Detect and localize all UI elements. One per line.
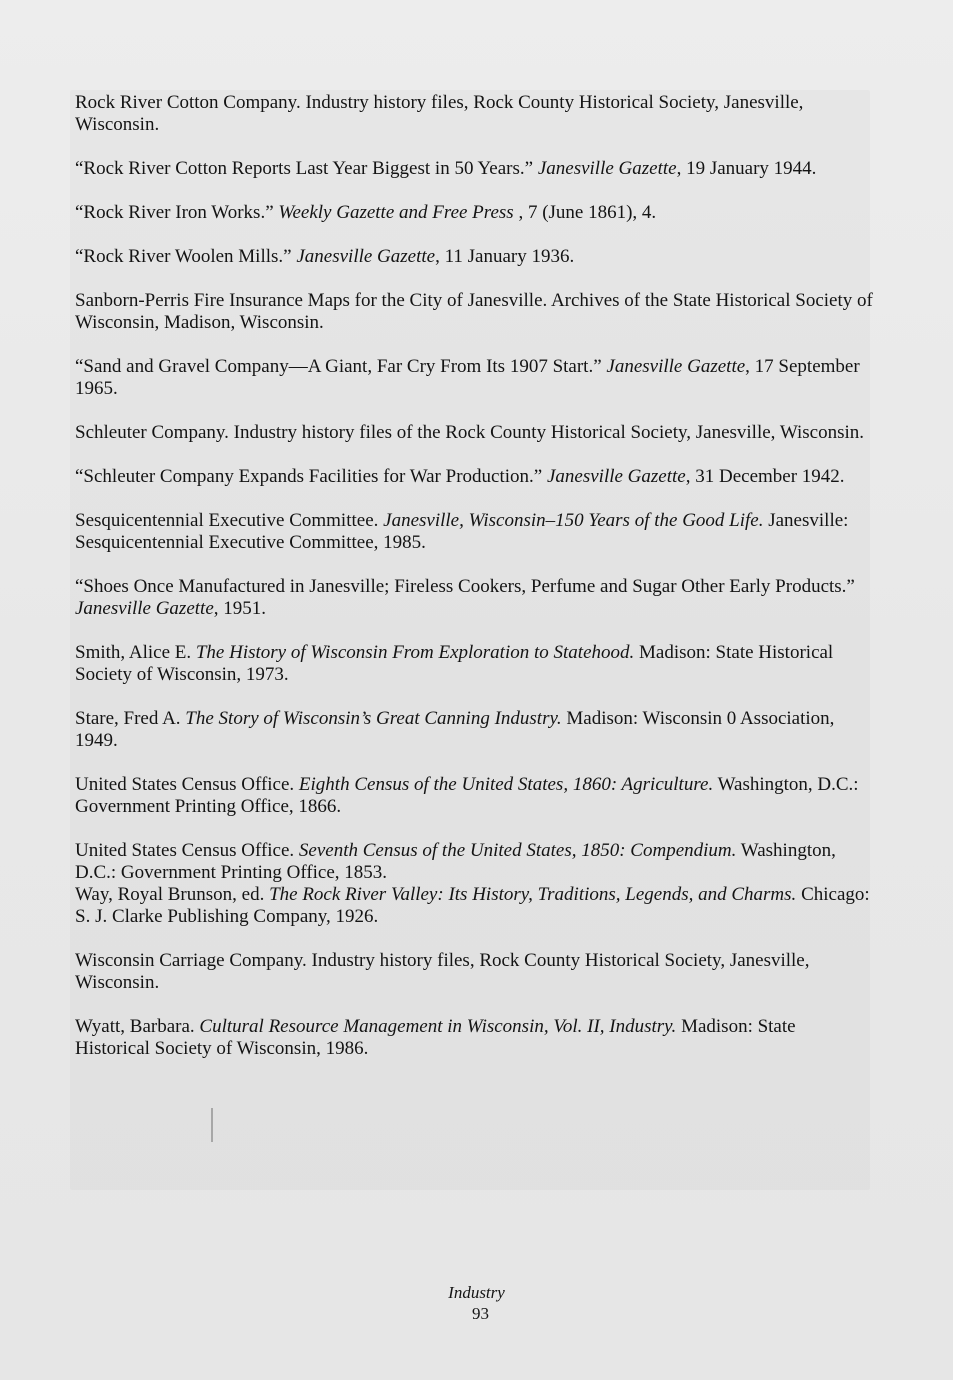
bibliography-entry [75, 422, 875, 444]
entry-text: , 7 (June 1861), 4. [513, 202, 657, 223]
bibliography-entry [75, 290, 875, 334]
bibliography-entry [75, 642, 875, 686]
entry-text: Madison: State Historical Society of Wisconsin, 1973. [75, 642, 834, 685]
bibliography-entry [75, 708, 875, 752]
entry-text: Way, Royal Brunson, ed. [75, 884, 270, 905]
entry-text: Madison: State Historical Society of Wisconsin, 1986. [75, 1016, 796, 1059]
entry-text: “Sand and Gravel Company—A Giant, Far Cry From Its 1907 Start.” [75, 356, 607, 377]
entry-title-italic: Cultural Resource Management in Wisconsin, Vol. II, Industry. [199, 1016, 677, 1037]
entry-title-italic: Eighth Census of the United States, 1860: Agriculture. [298, 774, 714, 795]
entry-text: , 11 January 1936. [435, 246, 575, 267]
entry-text: Smith, Alice E. [75, 642, 196, 663]
bibliography-entry [75, 202, 875, 224]
bibliography-list [75, 92, 875, 1082]
bibliography-entry [75, 950, 875, 994]
entry-text: Stare, Fred A. [75, 708, 186, 729]
entry-text: “Rock River Woolen Mills.” [75, 246, 297, 267]
entry-title-italic: The Story of Wisconsin’s Great Canning Industry. [185, 708, 562, 729]
footer-section-label: Industry [448, 1283, 505, 1302]
bibliography-entry [75, 466, 875, 488]
bibliography-entry [75, 576, 875, 620]
entry-text: Rock River Cotton Company. Industry history files, Rock County Historical Society, Janesville, Wisconsin. [75, 92, 804, 135]
entry-text: United States Census Office. [75, 840, 299, 861]
bibliography-entry [75, 158, 875, 180]
entry-text: Sanborn-Perris Fire Insurance Maps for the City of Janesville. Archives of the State Historical Society of Wisconsin, Madison, Wisconsin. [75, 290, 873, 333]
bibliography-entry [75, 774, 875, 818]
entry-title-italic: Janesville Gazette [296, 246, 436, 267]
entry-text: “Schleuter Company Expands Facilities for War Production.” [75, 466, 547, 487]
entry-title-italic: Seventh Census of the United States, 1850: Compendium. [298, 840, 737, 861]
entry-title-italic: Janesville Gazette [75, 598, 214, 619]
entry-title-italic: Janesville Gazette [606, 356, 746, 377]
entry-text: Wisconsin Carriage Company. Industry history files, Rock County Historical Society, Janesville, Wisconsin. [75, 950, 810, 993]
bibliography-entry [75, 840, 875, 884]
entry-text: , 17 September 1965. [75, 356, 860, 399]
entry-text: Wyatt, Barbara. [75, 1016, 200, 1037]
entry-text: Washington, D.C.: Government Printing Office, 1853. [75, 840, 836, 883]
entry-text: Washington, D.C.: Government Printing Office, 1866. [75, 774, 859, 817]
entry-text: United States Census Office. [75, 774, 299, 795]
bibliography-entry [75, 356, 875, 400]
entry-title-italic: Janesville Gazette [546, 466, 686, 487]
entry-title-italic: The Rock River Valley: Its History, Traditions, Legends, and Charms. [269, 884, 797, 905]
entry-text: “Shoes Once Manufactured in Janesville; Fireless Cookers, Perfume and Sugar Other Early Products.” [75, 576, 855, 597]
bibliography-entry [75, 510, 875, 554]
page-number: 93 [472, 1304, 489, 1323]
entry-title-italic: Weekly Gazette and Free Press [278, 202, 514, 223]
entry-text: “Rock River Iron Works.” [75, 202, 279, 223]
bibliography-entry [75, 246, 875, 268]
entry-title-italic: The History of Wisconsin From Exploration to Statehood. [195, 642, 635, 663]
entry-text: Sesquicentennial Executive Committee. [75, 510, 384, 531]
bibliography-entry [75, 92, 875, 136]
entry-text: Chicago: S. J. Clarke Publishing Company, 1926. [75, 884, 870, 927]
bibliography-entry [75, 1016, 875, 1060]
entry-text: , 19 January 1944. [676, 158, 817, 179]
entry-title-italic: Janesville Gazette [537, 158, 677, 179]
stray-pen-mark [211, 1108, 213, 1142]
entry-text: Madison: Wisconsin 0 Association, 1949. [75, 708, 835, 751]
entry-text: Schleuter Company. Industry history files of the Rock County Historical Society, Janesville, Wisconsin. [75, 422, 865, 443]
entry-text: , 1951. [213, 598, 267, 619]
entry-text: Janesville: Sesquicentennial Executive Committee, 1985. [75, 510, 849, 553]
entry-text: “Rock River Cotton Reports Last Year Biggest in 50 Years.” [75, 158, 538, 179]
entry-title-italic: Janesville, Wisconsin–150 Years of the Good Life. [383, 510, 764, 531]
entry-text: , 31 December 1942. [685, 466, 845, 487]
page-footer [0, 1282, 953, 1324]
bibliography-entry [75, 884, 875, 928]
